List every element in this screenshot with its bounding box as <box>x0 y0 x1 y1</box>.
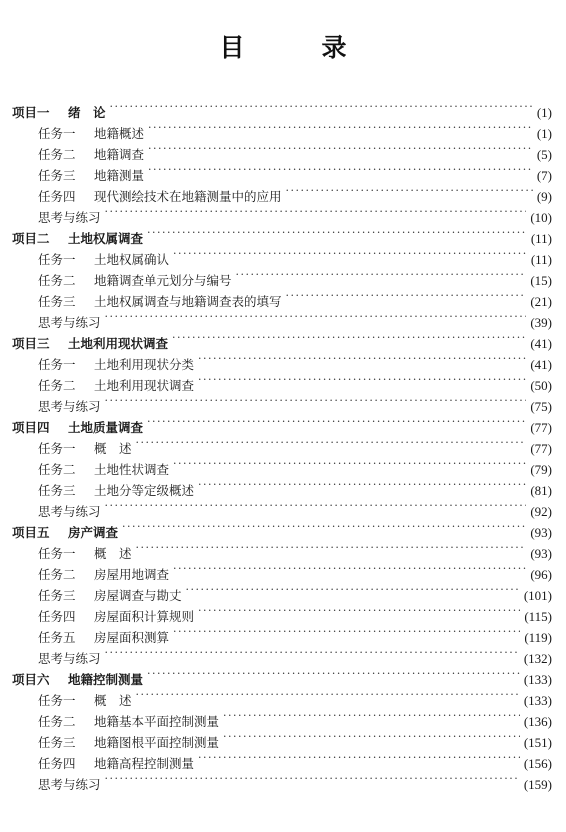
toc-entry-title: 地籍高程控制测量 <box>94 756 195 771</box>
toc-entry-label <box>38 207 101 228</box>
toc-entry-number: 任务二 <box>38 378 76 393</box>
toc-entry-number: 任务四 <box>38 609 76 624</box>
toc-entry-number: 任务二 <box>38 147 76 162</box>
dot-leader <box>198 369 526 390</box>
toc-entry-number: 项目六 <box>12 672 50 687</box>
toc-entry-number: 项目一 <box>12 105 50 120</box>
toc-entry-number: 任务二 <box>38 567 76 582</box>
dot-leader <box>105 768 520 789</box>
dot-leader <box>148 117 533 138</box>
toc-entry-number: 任务二 <box>38 462 76 477</box>
toc-entry-label <box>38 501 101 522</box>
toc-page-number: (41) <box>530 357 552 372</box>
toc-entry-title: 土地性状调查 <box>94 462 170 477</box>
dot-leader <box>223 705 520 726</box>
toc-entry-number: 任务三 <box>38 294 76 309</box>
dot-leader <box>236 264 527 285</box>
toc-entry-label <box>38 711 219 732</box>
toc-entry-title: 现代测绘技术在地籍测量中的应用 <box>94 189 282 204</box>
toc-page-number: (10) <box>530 210 552 225</box>
toc-entry-number: 任务三 <box>38 735 76 750</box>
toc-entry-title: 土地利用现状调查 <box>68 336 169 351</box>
toc-entry-title: 土地质量调查 <box>68 420 144 435</box>
toc-entry-title: 思考与练习 <box>38 315 101 330</box>
toc-page-number: (119) <box>524 630 552 645</box>
dot-leader <box>148 138 533 159</box>
toc-entry-number: 项目五 <box>12 525 50 540</box>
toc-entry-label <box>38 270 232 291</box>
toc-page-number: (79) <box>530 462 552 477</box>
toc-page-number: (133) <box>523 693 552 708</box>
dot-leader <box>223 726 520 747</box>
toc-entry-label <box>38 249 169 270</box>
dot-leader <box>136 684 520 705</box>
toc-entry-title: 地籍图根平面控制测量 <box>94 735 220 750</box>
toc-entry-title: 思考与练习 <box>38 651 101 666</box>
toc-page-number: (77) <box>530 441 552 456</box>
toc-page-number: (115) <box>524 609 552 624</box>
toc-entry-label <box>38 354 194 375</box>
dot-leader <box>198 600 520 621</box>
toc-entry-label <box>38 543 132 564</box>
toc-entry-title: 土地利用现状分类 <box>94 357 195 372</box>
toc-page-number: (39) <box>530 315 552 330</box>
toc-page-number: (136) <box>523 714 552 729</box>
dot-leader <box>105 306 527 327</box>
table-of-contents <box>12 96 552 792</box>
dot-leader <box>136 432 527 453</box>
dot-leader <box>173 621 520 642</box>
toc-entry-label <box>38 648 101 669</box>
toc-page-number: (9) <box>536 189 552 204</box>
dot-leader <box>147 222 527 243</box>
toc-entry-title: 土地分等定级概述 <box>94 483 195 498</box>
toc-page-number: (41) <box>530 336 552 351</box>
toc-page-number: (92) <box>530 504 552 519</box>
toc-entry-number: 任务一 <box>38 357 76 372</box>
dot-leader <box>147 411 526 432</box>
toc-page-number: (1) <box>536 105 552 120</box>
toc-entry-title: 绪 论 <box>68 105 106 120</box>
toc-entry-title: 土地权属调查与地籍调查表的填写 <box>94 294 282 309</box>
toc-page-number: (101) <box>523 588 552 603</box>
dot-leader <box>105 201 527 222</box>
toc-chapter-row[interactable] <box>12 96 552 120</box>
toc-entry-label <box>12 102 106 123</box>
toc-entry-label <box>38 459 169 480</box>
dot-leader <box>173 558 526 579</box>
toc-page-number: (77) <box>530 420 552 435</box>
toc-page-number: (93) <box>530 525 552 540</box>
dot-leader <box>105 642 520 663</box>
toc-entry-number: 任务一 <box>38 693 76 708</box>
toc-page-number: (151) <box>523 735 552 750</box>
toc-entry-title: 地籍测量 <box>94 168 145 183</box>
dot-leader <box>286 285 527 306</box>
toc-entry-label <box>12 333 168 354</box>
toc-page-number: (75) <box>530 399 552 414</box>
toc-entry-label <box>38 438 132 459</box>
page-title: 目 录 <box>219 33 373 62</box>
toc-page-number: (1) <box>536 126 552 141</box>
toc-page-number: (11) <box>530 252 552 267</box>
toc-page-number: (21) <box>530 294 552 309</box>
toc-entry-title: 地籍调查单元划分与编号 <box>94 273 232 288</box>
toc-page-number: (93) <box>530 546 552 561</box>
toc-entry-label <box>38 585 182 606</box>
toc-entry-title: 思考与练习 <box>38 504 101 519</box>
toc-entry-title: 房屋面积测算 <box>94 630 170 645</box>
toc-entry-label <box>38 606 194 627</box>
toc-page-number: (7) <box>536 168 552 183</box>
dot-leader <box>186 579 520 600</box>
toc-entry-title: 概 述 <box>94 693 132 708</box>
toc-entry-label <box>38 312 101 333</box>
toc-entry-number: 项目三 <box>12 336 50 351</box>
toc-page-number: (133) <box>523 672 552 687</box>
dot-leader <box>172 327 526 348</box>
toc-entry-number: 任务三 <box>38 168 76 183</box>
toc-page-number: (156) <box>523 756 552 771</box>
toc-entry-number: 任务三 <box>38 588 76 603</box>
toc-entry-label <box>38 396 101 417</box>
toc-entry-title: 土地权属确认 <box>94 252 170 267</box>
toc-entry-label <box>38 774 101 795</box>
toc-page-number: (5) <box>536 147 552 162</box>
toc-page-number: (50) <box>530 378 552 393</box>
toc-entry-title: 地籍基本平面控制测量 <box>94 714 220 729</box>
toc-entry-number: 任务一 <box>38 252 76 267</box>
toc-page-number: (96) <box>530 567 552 582</box>
dot-leader <box>110 96 533 117</box>
toc-entry-number: 任务一 <box>38 546 76 561</box>
toc-entry-number: 任务二 <box>38 273 76 288</box>
toc-entry-title: 土地权属调查 <box>68 231 144 246</box>
toc-entry-label <box>38 123 144 144</box>
toc-entry-label <box>12 522 118 543</box>
dot-leader <box>173 243 527 264</box>
toc-entry-title: 房屋面积计算规则 <box>94 609 195 624</box>
dot-leader <box>122 516 526 537</box>
dot-leader <box>136 537 527 558</box>
toc-entry-title: 思考与练习 <box>38 777 101 792</box>
toc-entry-title: 房屋调查与勘丈 <box>94 588 182 603</box>
dot-leader <box>148 159 533 180</box>
toc-entry-label <box>38 690 132 711</box>
toc-entry-title: 思考与练习 <box>38 210 101 225</box>
toc-page-number: (11) <box>530 231 552 246</box>
toc-entry-title: 地籍概述 <box>94 126 145 141</box>
dot-leader <box>173 453 526 474</box>
toc-entry-label <box>38 564 169 585</box>
toc-entry-title: 房屋用地调查 <box>94 567 170 582</box>
toc-entry-number: 任务二 <box>38 714 76 729</box>
toc-page-number: (132) <box>523 651 552 666</box>
dot-leader <box>198 747 520 768</box>
dot-leader <box>105 390 527 411</box>
dot-leader <box>198 348 526 369</box>
dot-leader <box>105 495 527 516</box>
dot-leader <box>286 180 533 201</box>
dot-leader <box>147 663 520 684</box>
toc-entry-number: 任务一 <box>38 441 76 456</box>
toc-entry-label <box>12 417 143 438</box>
dot-leader <box>198 474 526 495</box>
toc-entry-label <box>12 228 143 249</box>
toc-entry-title: 土地利用现状调查 <box>94 378 195 393</box>
toc-entry-number: 任务一 <box>38 126 76 141</box>
toc-entry-label <box>12 669 143 690</box>
toc-entry-number: 任务四 <box>38 189 76 204</box>
toc-entry-title: 思考与练习 <box>38 399 101 414</box>
toc-entry-title: 概 述 <box>94 546 132 561</box>
toc-entry-title: 房产调查 <box>68 525 119 540</box>
toc-entry-title: 地籍控制测量 <box>68 672 144 687</box>
toc-entry-number: 项目四 <box>12 420 50 435</box>
toc-entry-number: 任务四 <box>38 756 76 771</box>
toc-entry-number: 任务三 <box>38 483 76 498</box>
toc-entry-title: 概 述 <box>94 441 132 456</box>
toc-entry-label <box>38 144 144 165</box>
toc-entry-label <box>38 732 219 753</box>
toc-entry-number: 项目二 <box>12 231 50 246</box>
toc-page-number: (81) <box>530 483 552 498</box>
toc-entry-number: 任务五 <box>38 630 76 645</box>
toc-page-number: (159) <box>523 777 552 792</box>
toc-page-number: (15) <box>530 273 552 288</box>
toc-entry-title: 地籍调查 <box>94 147 145 162</box>
toc-entry-label <box>38 165 144 186</box>
